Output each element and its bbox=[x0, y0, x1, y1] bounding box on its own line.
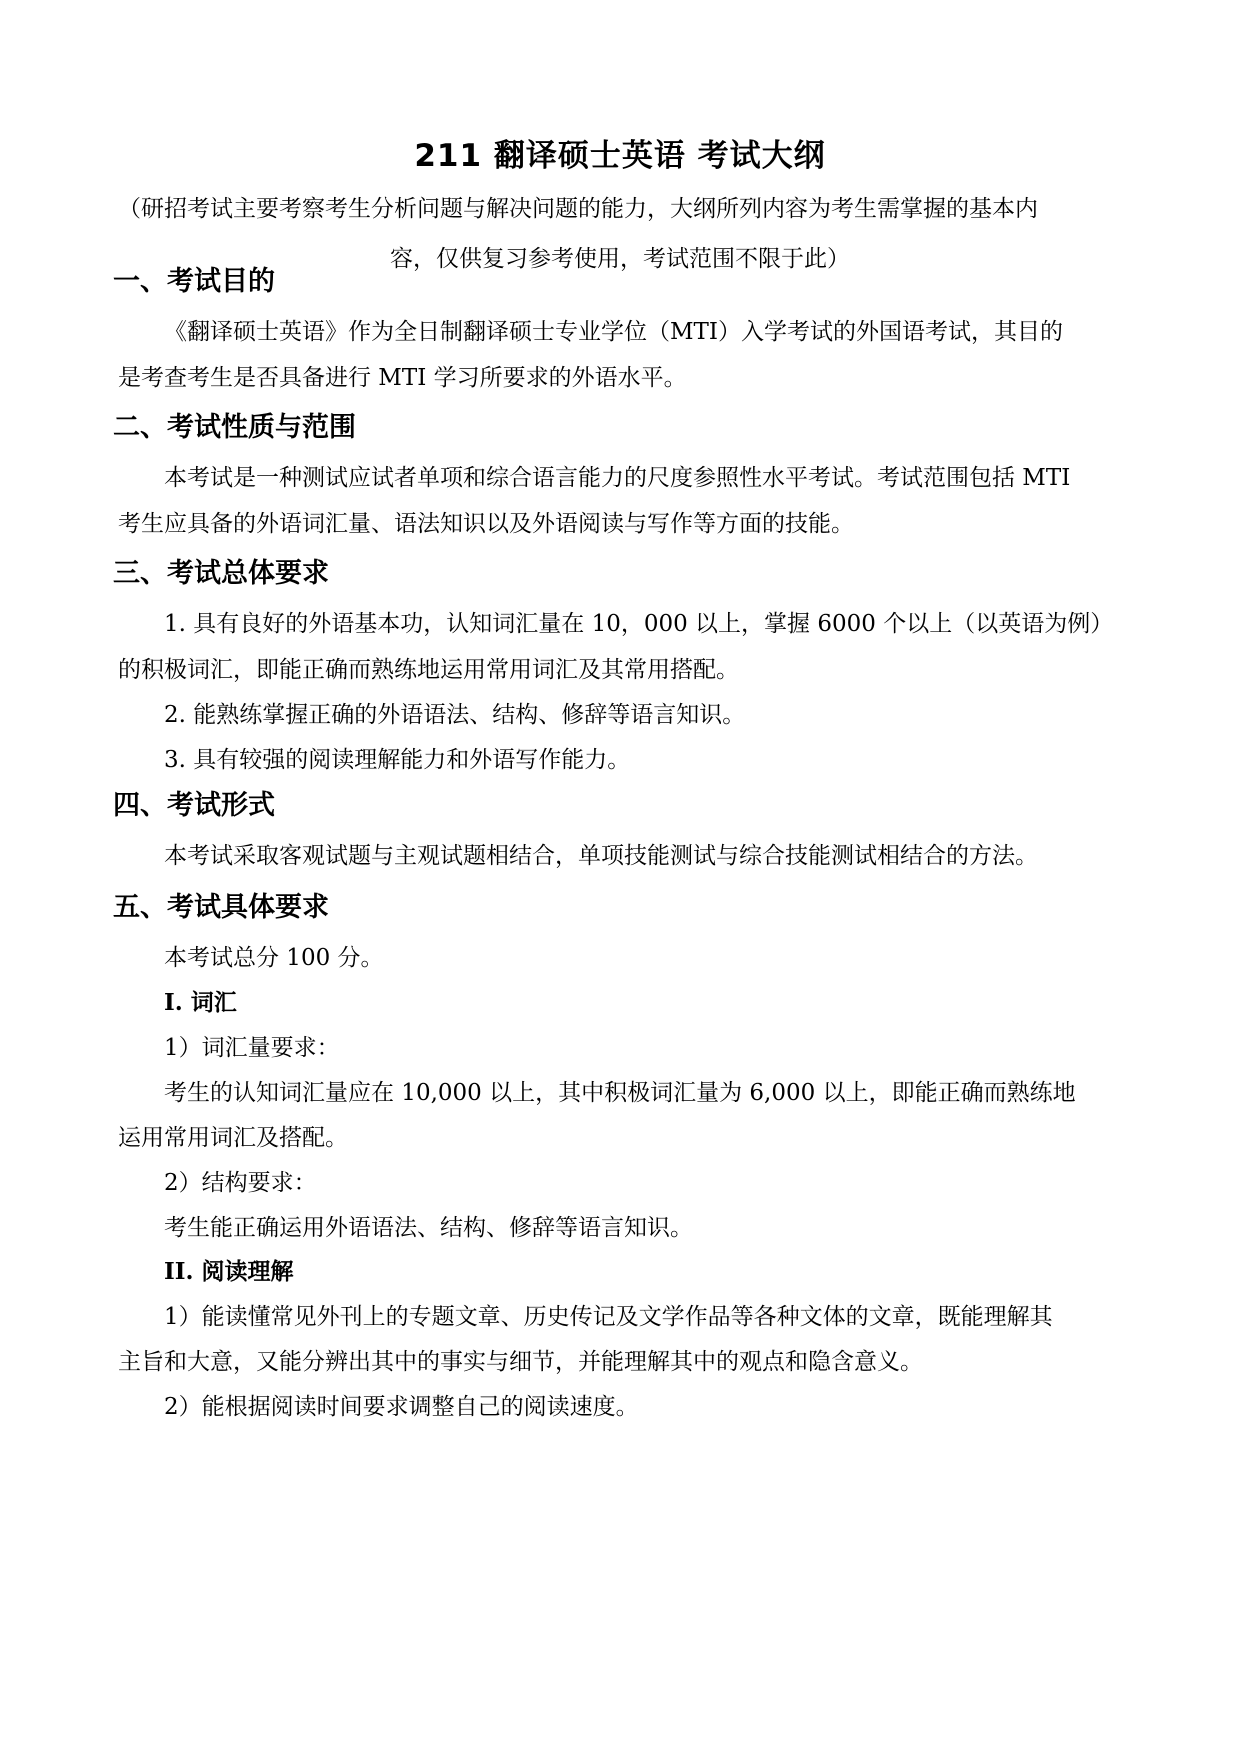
vocab-requirement-line1: 考生的认知词汇量应在 10,000 以上，其中积极词汇量为 6,000 以上，即能正确而熟练地 bbox=[164, 1080, 1076, 1106]
scope-note-line2: 容，仅供复习参考使用，考试范围不限于此） bbox=[390, 246, 850, 272]
general-item2: 2. 能熟练掌握正确的外语语法、结构、修辞等语言知识。 bbox=[164, 702, 746, 728]
vocab-requirement-line2: 运用常用词汇及搭配。 bbox=[118, 1125, 348, 1151]
part-heading-reading: II. 阅读理解 bbox=[164, 1258, 294, 1285]
section-heading-specific-requirements: 五、考试具体要求 bbox=[113, 892, 329, 923]
reading-req1-line1: 1）能读懂常见外刊上的专题文章、历史传记及文学作品等各种文体的文章，既能理解其 bbox=[164, 1304, 1053, 1330]
purpose-line1: 《翻译硕士英语》作为全日制翻译硕士专业学位（MTI）入学考试的外国语考试，其目的 bbox=[164, 319, 1063, 345]
structure-requirement-line1: 考生能正确运用外语语法、结构、修辞等语言知识。 bbox=[164, 1215, 693, 1241]
general-item1-line2: 的积极词汇，即能正确而熟练地运用常用词汇及其常用搭配。 bbox=[118, 657, 739, 683]
section-heading-nature-scope: 二、考试性质与范围 bbox=[113, 412, 356, 443]
vocab-requirement-label: 1）词汇量要求： bbox=[164, 1035, 340, 1061]
nature-line1: 本考试是一种测试应试者单项和综合语言能力的尺度参照性水平考试。考试范围包括 MTI bbox=[164, 465, 1071, 491]
general-item1-line1: 1. 具有良好的外语基本功，认知词汇量在 10，000 以上，掌握 6000 个以上（以英语为例） bbox=[164, 611, 1114, 637]
purpose-line2: 是考查考生是否具备进行 MTI 学习所要求的外语水平。 bbox=[118, 365, 687, 391]
part-heading-vocabulary: I. 词汇 bbox=[164, 989, 237, 1016]
reading-req2: 2）能根据阅读时间要求调整自己的阅读速度。 bbox=[164, 1394, 639, 1420]
section-heading-general-requirements: 三、考试总体要求 bbox=[113, 558, 329, 589]
format-line1: 本考试采取客观试题与主观试题相结合，单项技能测试与综合技能测试相结合的方法。 bbox=[164, 843, 1038, 869]
page-title: 211 翻译硕士英语 考试大纲 bbox=[414, 138, 826, 174]
total-score: 本考试总分 100 分。 bbox=[164, 945, 384, 971]
reading-req1-line2: 主旨和大意，又能分辨出其中的事实与细节，并能理解其中的观点和隐含意义。 bbox=[118, 1349, 923, 1375]
nature-line2: 考生应具备的外语词汇量、语法知识以及外语阅读与写作等方面的技能。 bbox=[118, 511, 854, 537]
structure-requirement-label: 2）结构要求： bbox=[164, 1170, 317, 1196]
section-heading-purpose: 一、考试目的 bbox=[113, 266, 275, 297]
general-item3: 3. 具有较强的阅读理解能力和外语写作能力。 bbox=[164, 747, 631, 773]
section-heading-format: 四、考试形式 bbox=[113, 790, 275, 821]
scope-note-line1: （研招考试主要考察考生分析问题与解决问题的能力，大纲所列内容为考生需掌握的基本内 bbox=[118, 196, 1038, 222]
